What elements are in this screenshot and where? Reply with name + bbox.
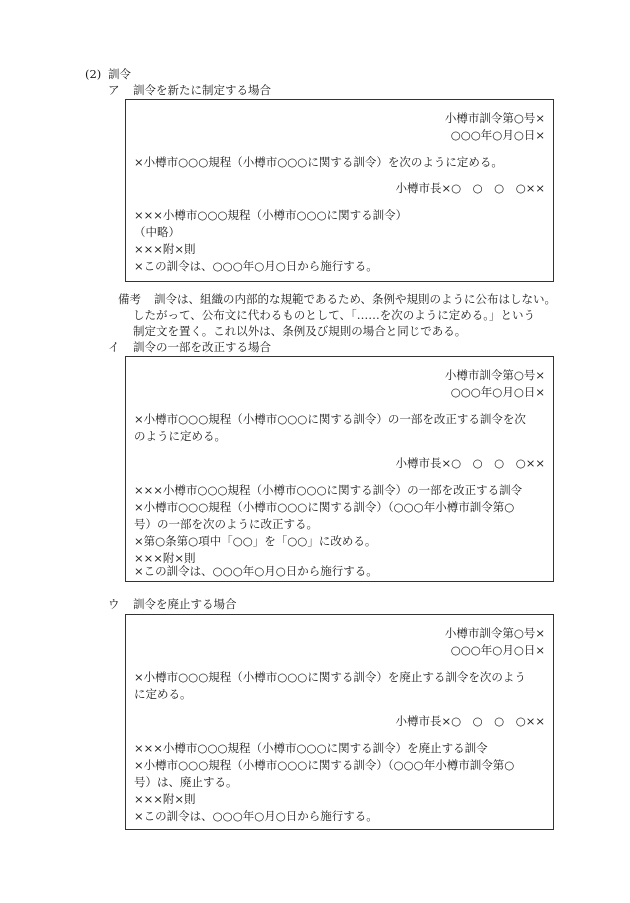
example-box-i [125,356,554,582]
body-line: ×××附×則 [134,551,196,565]
preamble-line: のように定める。 [134,429,226,443]
body-line: ×この訓令は、○○○年○月○日から施行する。 [134,259,378,273]
signature: 小樽市長×○ ○ ○ ○×× [395,456,545,470]
doc-date: ○○○年○月○日× [450,643,545,657]
subsection-i-heading: 訓令の一部を改正する場合 [133,340,271,354]
preamble-line: ×小樽市○○○規程（小樽市○○○に関する訓令）の一部を改正する訓令を次 [134,412,526,426]
example-box-a [125,99,554,282]
body-line: 号）の一部を次のように改正する。 [134,517,318,531]
preamble-line: に定める。 [134,687,192,701]
example-box-u [125,614,554,830]
doc-number: 小樽市訓令第○号× [444,111,545,125]
preamble-line: ×小樽市○○○規程（小樽市○○○に関する訓令）を廃止する訓令を次のよう [134,670,526,684]
remark-label: 備考 [118,292,141,306]
body-line: ×小樽市○○○規程（小樽市○○○に関する訓令）（○○○年小樽市訓令第○ [134,758,515,772]
signature: 小樽市長×○ ○ ○ ○×× [395,714,545,728]
body-line: （中略） [134,225,180,239]
body-line: ×小樽市○○○規程（小樽市○○○に関する訓令）（○○○年小樽市訓令第○ [134,500,515,514]
remark-line: 訓令は、組織の内部的な規範であるため、条例や規則のように公布はしない。 [154,292,557,306]
doc-number: 小樽市訓令第○号× [444,626,545,640]
subsection-u-marker: ウ [108,597,120,611]
doc-date: ○○○年○月○日× [450,385,545,399]
body-line: ×××小樽市○○○規程（小樽市○○○に関する訓令） [134,208,408,222]
doc-number: 小樽市訓令第○号× [444,368,545,382]
subsection-a-marker: ア [108,83,120,97]
subsection-u-heading: 訓令を廃止する場合 [133,597,237,611]
section-number: (2) [85,67,102,81]
section-title: 訓令 [108,67,131,81]
body-line: ×××小樽市○○○規程（小樽市○○○に関する訓令）を廃止する訓令 [134,741,488,755]
remark-line: 制定文を置く。これ以外は、条例及び規則の場合と同じである。 [133,324,467,338]
remark-line: したがって、公布文に代わるものとして、「……を次のように定める。」という [133,308,536,322]
doc-date: ○○○年○月○日× [450,128,545,142]
signature: 小樽市長×○ ○ ○ ○×× [395,181,545,195]
preamble-line: ×小樽市○○○規程（小樽市○○○に関する訓令）を次のように定める。 [134,155,503,169]
body-line: ×第○条第○項中「○○」を「○○」に改める。 [134,534,377,548]
body-line: 号）は、廃止する。 [134,775,238,789]
body-line: ×××附×則 [134,242,196,256]
body-line: ×××附×則 [134,792,196,806]
subsection-i-marker: イ [108,340,120,354]
body-line: ×××小樽市○○○規程（小樽市○○○に関する訓令）の一部を改正する訓令 [134,483,523,497]
subsection-a-heading: 訓令を新たに制定する場合 [133,83,271,97]
body-line: ×この訓令は、○○○年○月○日から施行する。 [134,809,378,823]
body-line: ×この訓令は、○○○年○月○日から施行する。 [134,564,378,578]
